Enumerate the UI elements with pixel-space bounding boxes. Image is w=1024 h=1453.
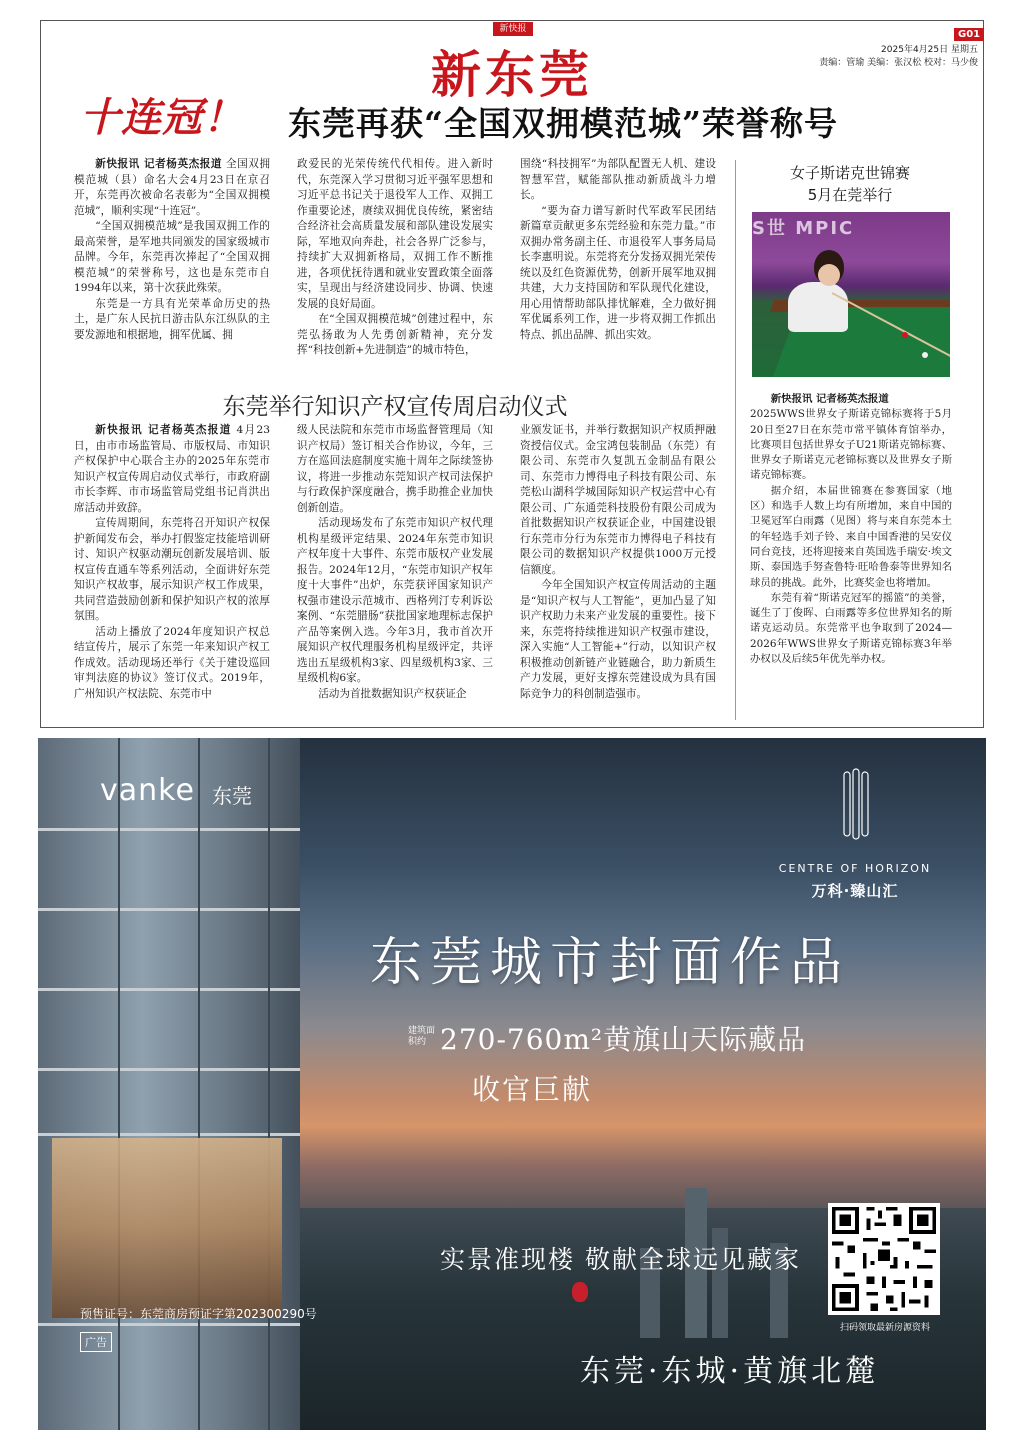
- lead-paragraph: “要为奋力谱写新时代军政军民团结新篇章贡献更多东莞经验和东莞力量。”市双拥办常务副主任、市退役军人事务局局长李惠明说。东莞将充分发扬双拥光荣传统以及红色资源优势，创新开展军地双拥共建，大力支持国防和军队现代化建设，用心用情帮助部队排忧解难，全力做好拥军优属系列工作，进一步将双拥工作抓出特点、抓出品牌、抓出实效。: [520, 204, 716, 341]
- side-paragraph: 2025WWS世界女子斯诺克锦标赛将于5月20日至27日在东莞市常平镇体育馆举办，比赛项目包括世界女子U21斯诺克锦标赛、世界女子斯诺克元老锦标赛以及世界女子斯诺克锦标赛。: [750, 408, 952, 482]
- lead-paragraph: “全国双拥模范城”是我国双拥工作的最高荣誉，是军地共同颁发的国家级城市品牌。今年，东莞再次捧起了“全国双拥模范城”的荣誉称号，这也是东莞市自1994年以来，第十次获此殊荣。: [74, 220, 270, 294]
- section-kicker: 新快报: [493, 22, 533, 36]
- ip-paragraph: 宣传周期间，东莞将召开知识产权保护新闻发布会，举办打假鉴定技能培训研讨、知识产权驱动潮玩创新发展培训、版权宣传直通车等系列活动，全面讲好东莞知识产权故事，展示知识产权工作成果，共同营造鼓励创新和保护知识产权的浓厚氛围。: [74, 517, 270, 622]
- vanke-logo: vanke: [100, 773, 195, 808]
- page-number: G01: [954, 28, 984, 41]
- ip-column-1: [74, 423, 270, 702]
- brand-chinese-name: 万科·臻山汇: [811, 882, 899, 900]
- ip-paragraph: 活动为首批数据知识产权获证企: [318, 687, 467, 700]
- qr-code[interactable]: [828, 1203, 940, 1315]
- ip-story-headline: 东莞举行知识产权宣传周启动仪式: [222, 394, 568, 420]
- lit-interior: [52, 1138, 282, 1318]
- ip-paragraph: 活动现场发布了东莞市知识产权代理机构星级评定结果、2024年东莞市知识产权年度十大事件、东莞市版权产业发展报告。2024年12月，“东莞市知识产权年度十大事件”出炉，东莞获评国家知识产权强市建设示范城市、西格列汀专利诉讼案例、“东莞腊肠”获批国家地理标志保护产品等案例入选。今年3月，我市首次开展知识产权代理服务机构星级评定，共评选出五星级机构3家、四星级机构3家、三星级机构6家。: [297, 517, 493, 684]
- side-story-title: [750, 162, 950, 206]
- player-face: [818, 264, 840, 286]
- side-paragraph: 据介绍，本届世锦赛在参赛国家（地区）和选手人数上均有所增加，来自中国的卫冕冠军白雨露（见图）将与来自东莞本土的年轻选手刘子铃、来自中国香港的吴安仪同台竞技，还将迎接来自英国选手瑞安·埃文斯、泰国选手努查鲁特·旺哈鲁泰等世界知名球员的挑战。此外，比赛奖金也将增加。: [750, 484, 952, 589]
- ip-paragraph: 级人民法院和东莞市市场监督管理局（知识产权局）签订相关合作协议，今年，三方在巡回法庭制度实施十周年之际续签协议，将进一步推动东莞知识产权司法保护与行政保护深度融合，携手助推企业加快创新创造。: [297, 424, 493, 514]
- masthead: 新东莞: [431, 46, 593, 104]
- lead-paragraph: 东莞是一方具有光荣革命历史的热土，是广东人民抗日游击队东江纵队的主要发源地和根据地，拥军优属、拥: [74, 297, 270, 341]
- floor-line: [38, 828, 300, 831]
- ad-headline: 东莞城市封面作品: [369, 933, 850, 993]
- floor-line: [38, 908, 300, 911]
- lead-headline-prefix: 十连冠！: [80, 95, 244, 141]
- ad-slogan: 实景准现楼 敬献全球远见藏家: [440, 1245, 801, 1274]
- vanke-city-label: 东莞: [212, 784, 252, 808]
- ip-paragraph: 今年全国知识产权宣传周活动的主题是“知识产权与人工智能”，更加凸显了知识产权助力未来产业发展的重要性。接下来，东莞将持续推进知识产权强市建设，深入实施“人工智能+”行动，以知识产权积极推动创新链产业链融合，助力新质生产力发展，更好支撑东莞建设成为具有国际竞争力的科创制造强市。: [520, 579, 716, 700]
- player-body: [788, 282, 848, 332]
- ip-column-2: [297, 423, 493, 702]
- snooker-ball: [922, 352, 928, 358]
- editor-credits: 责编：管瑜 美编：张汉松 校对：马少俊: [819, 58, 978, 68]
- dateline: [819, 44, 978, 70]
- lead-column-3: [520, 157, 716, 343]
- floor-line: [38, 1323, 300, 1326]
- ip-byline: 新快报讯 记者杨英杰报道: [95, 424, 232, 436]
- presale-license: 预售证号：东莞商房预证字第202300290号: [80, 1307, 317, 1321]
- lantern-icon: [572, 1282, 588, 1302]
- side-title-line: 女子斯诺克世锦赛: [789, 164, 910, 182]
- brand-emblem-icon: [843, 768, 869, 840]
- ip-paragraph: 活动上播放了2024年度知识产权总结宣传片，展示了东莞一年来知识产权工作成效。活动现场还举行《关于建设巡回审判法庭的协议》签订仪式。2019年，广州知识产权法院、东莞市中: [74, 625, 270, 700]
- lead-paragraph: 在“全国双拥模范城”创建过程中，东莞弘扬敢为人先勇创新精神，充分发挥“科技创新+先进制造”的城市特色，: [297, 313, 493, 356]
- lead-column-2: [297, 157, 493, 359]
- floor-line: [38, 1133, 300, 1136]
- brand-english-name: CENTRE OF HORIZON: [778, 862, 932, 875]
- lead-paragraph: 围绕“科技拥军”为部队配置无人机、建设智慧军营，赋能部队推动新质战斗力增长。: [520, 158, 716, 201]
- floor-line: [38, 988, 300, 991]
- lead-column-1: [74, 157, 270, 343]
- area-range: 270-760m²黄旗山天际藏品: [440, 1023, 807, 1056]
- side-title-line: 5月在莞举行: [807, 186, 893, 204]
- lead-byline: 新快报讯 记者杨英杰报道: [95, 158, 223, 170]
- lead-paragraph: 全国双拥模范城（县）命名大会4月23日在京召开，东莞再次被命名表彰为“全国双拥模范城”，顺利实现“十连冠”。: [74, 158, 271, 217]
- issue-date: 2025年4月25日 星期五: [881, 45, 978, 55]
- photo-banner-text: S世 MPIC: [752, 218, 855, 239]
- area-label: 建筑面积约: [408, 1026, 436, 1047]
- lead-headline: 东莞再获“全国双拥模范城”荣誉称号: [288, 104, 838, 143]
- side-paragraph: 东莞有着“斯诺克冠军的摇篮”的美誉，诞生了丁俊晖、白雨露等多位世界知名的斯诺克运动员。东莞常平也争取到了2024—2026年WWS世界女子斯诺克锦标赛3年举办权以及后续5年优先举办权。: [750, 591, 952, 666]
- lead-paragraph: 政爱民的光荣传统代代相传。进入新时代，东莞深入学习贯彻习近平强军思想和习近平总书记关于退役军人工作、双拥工作重要论述，赓续双拥优良传统，紧密结合经济社会高质量发展和部队建设发展实际，军地双向奔赴，社会各界广泛参与，持续扩大双拥新格局，双拥工作不断推进，各项优抚待遇和就业安置政策全面落实，呈现出与经济建设同步、协调、快速发展的良好局面。: [297, 158, 493, 310]
- ad-tagline: 收官巨献: [471, 1073, 592, 1106]
- ad-label: 广告: [80, 1332, 112, 1352]
- ip-paragraph: 业颁发证书，并举行数据知识产权质押融资授信仪式。金宝鸿包装制品（东莞）有限公司、东莞市久复凯五金制品有限公司、东莞市力博得电子科技有限公司、东莞松山湖科学城国际知识产权运营中心有限公司、广东通莞科技股份有限公司成为首批数据知识产权获证企业，中国建设银行东莞市分行为东莞市力博得电子科技有限公司的数据知识产权提供1000万元授信额度。: [520, 424, 716, 576]
- column-divider: [735, 160, 736, 720]
- qr-caption: 扫码领取最新房源资料: [839, 1323, 930, 1333]
- side-story-body: [750, 392, 952, 667]
- side-byline: 新快报讯 记者杨英杰报道: [770, 393, 889, 405]
- snooker-ball: [902, 332, 908, 338]
- ip-column-3: [520, 423, 716, 702]
- snooker-player-photo: [752, 212, 950, 377]
- project-location: 东莞·东城·黄旗北麓: [580, 1354, 880, 1389]
- ip-paragraph: 4月23日，由市市场监管局、市版权局、市知识产权保护中心联合主办的2025年东莞市知识产权宣传周启动仪式举行，市政府副市长李辉、市市场监管局党组书记肖洪出席活动并致辞。: [74, 424, 270, 514]
